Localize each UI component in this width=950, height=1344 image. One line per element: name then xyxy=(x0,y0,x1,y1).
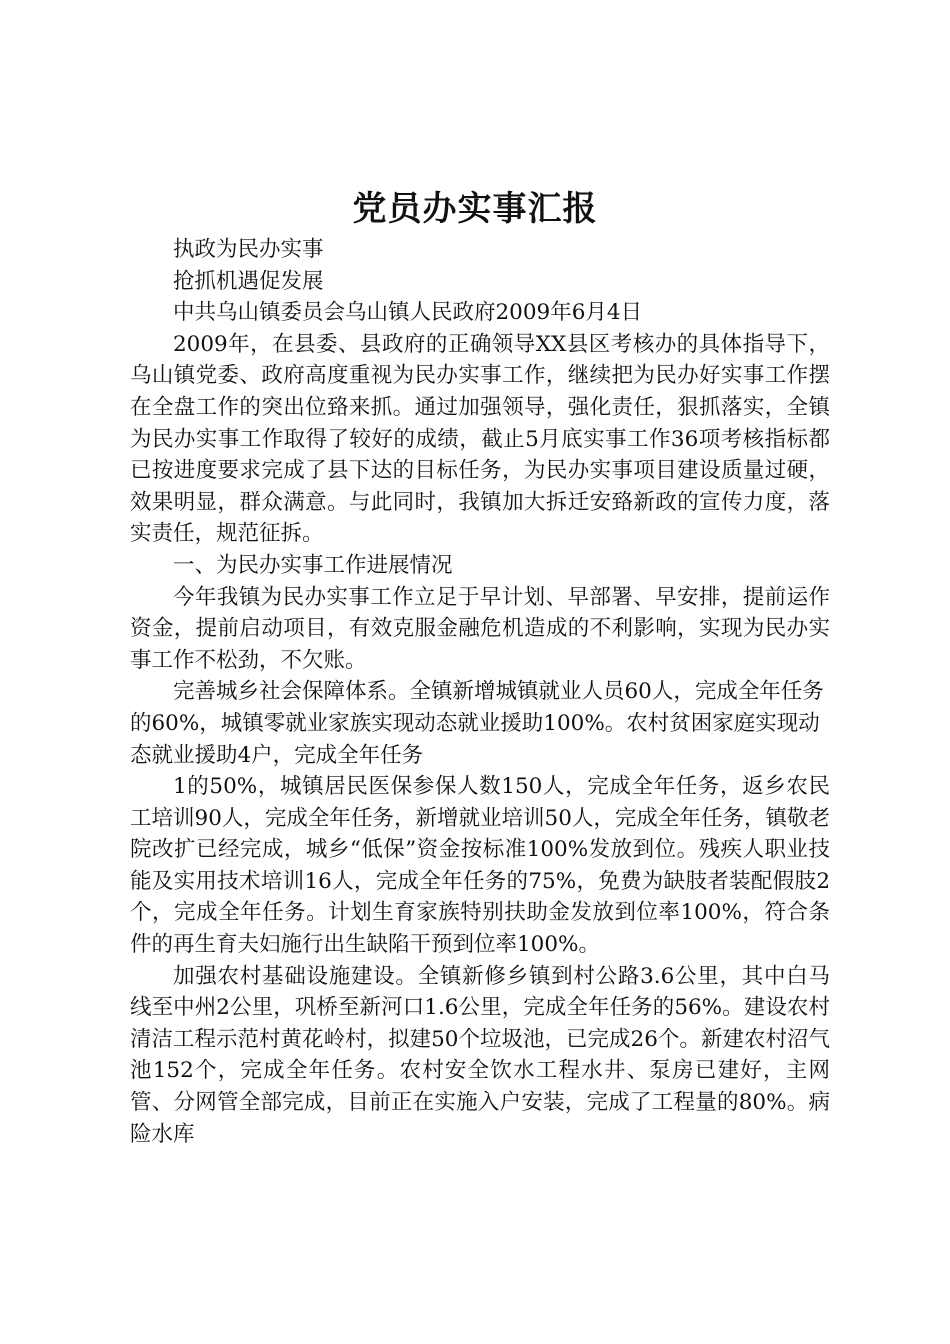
body-paragraph: 今年我镇为民办实事工作立足于早计划、早部署、早安排，提前运作资金，提前启动项目，有效克服金融危机造成的不利影响，实现为民办实事工作不松劲，不欠账。 xyxy=(130,584,830,673)
document-title: 党员办实事汇报 xyxy=(352,189,598,229)
document-body xyxy=(130,234,830,1150)
body-paragraph: 1的50%，城镇居民医保参保人数150人，完成全年任务，返乡农民工培训90人，完成全年任务，新增就业培训50人，完成全年任务，镇敬老院改扩已经完成，城乡“低保”资金按标准100%发放到位。残疾人职业技能及实用技术培训16人，完成全年任务的75%，免费为缺肢者装配假肢2个，完成全年任务。计划生育家族特别扶助金发放到位率100%，符合条件的再生育夫妇施行出生缺陷干预到位率100%。 xyxy=(130,774,830,958)
section-heading: 一、为民办实事工作进展情况 xyxy=(173,552,453,578)
subtitle-line-2: 抢抓机遇促发展 xyxy=(173,268,324,294)
body-paragraph: 完善城乡社会保障体系。全镇新增城镇就业人员60人，完成全年任务的60%，城镇零就业家族实现动态就业援助100%。农村贫困家庭实现动态就业援助4户，完成全年任务 xyxy=(130,679,824,768)
subtitle-line-1: 执政为民办实事 xyxy=(173,237,324,262)
body-paragraph: 2009年，在县委、县政府的正确领导XX县区考核办的具体指导下，乌山镇党委、政府高度重视为民办实事工作，继续把为民办好实事工作摆在全盘工作的突出位臵来抓。通过加强领导，强化责任，狠抓落实，全镇为民办实事工作取得了较好的成绩，截止5月底实事工作36项考核指标都已按进度要求完成了县下达的目标任务，为民办实事项目建设质量过硬，效果明显，群众满意。与此同时，我镇加大拆迁安臵新政的宣传力度，落实责任，规范征拆。 xyxy=(130,331,830,547)
issuer-date-line: 中共乌山镇委员会乌山镇人民政府2009年6月4日 xyxy=(173,300,643,326)
body-paragraph: 加强农村基础设施建设。全镇新修乡镇到村公路3.6公里，其中白马线至中州2公里，巩桥至新河口1.6公里，完成全年任务的56%。建设农村清洁工程示范村黄花岭村，拟建50个垃圾池，已完成26个。新建农村沼气池152个，完成全年任务。农村安全饮水工程水井、泵房已建好，主网管、分网管全部完成，目前正在实施入户安装，完成了工程量的80%。病险水库 xyxy=(130,963,830,1147)
